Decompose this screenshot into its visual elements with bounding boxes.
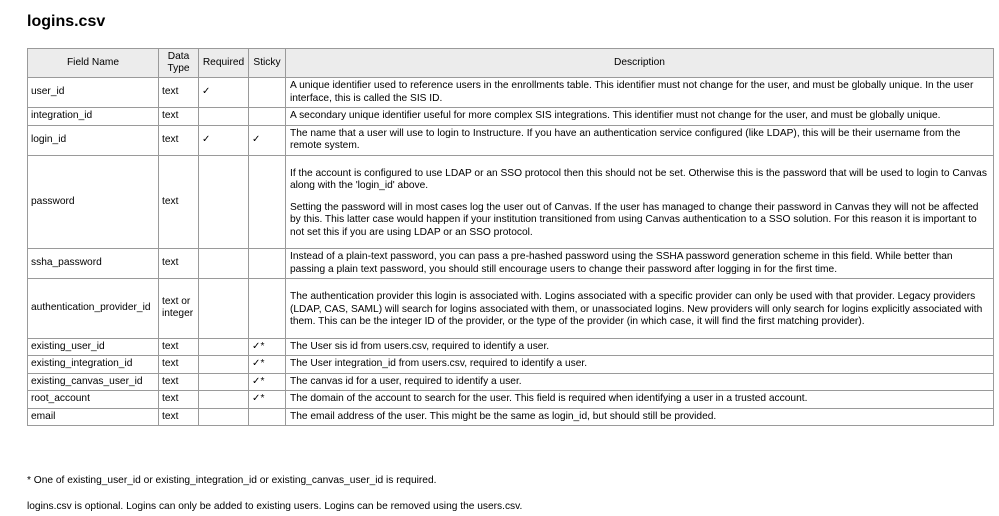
cell-field-name: user_id: [28, 78, 159, 108]
cell-required: [199, 125, 249, 155]
cell-required: [199, 249, 249, 279]
cell-data-type: text: [159, 108, 199, 126]
cell-required: [199, 338, 249, 356]
header-row: [28, 49, 994, 78]
table-row: [28, 373, 994, 391]
sticky-check: ✓*: [252, 393, 265, 404]
cell-required: [199, 356, 249, 374]
cell-sticky: [249, 125, 286, 155]
cell-description: [286, 279, 994, 339]
cell-sticky: [249, 78, 286, 108]
column-header-data-type-label: Data Type: [167, 50, 190, 74]
cell-required: [199, 408, 249, 426]
cell-data-type: text: [159, 249, 199, 279]
cell-data-type: text: [159, 338, 199, 356]
description-text: Setting the password will in most cases log the user out of Canvas. If the user has managed to change their password in Canvas they will not be affected by this. This latter case would happen if your institution transitioned from using Canvas authentication to a SSO solution. For this reason it is important to not set this if you are using LDAP or an SSO protocol.: [290, 201, 979, 238]
cell-field-name: existing_canvas_user_id: [28, 373, 159, 391]
cell-required: [199, 78, 249, 108]
column-header-data-type: [159, 49, 199, 78]
cell-required: [199, 155, 249, 249]
cell-data-type: text: [159, 356, 199, 374]
description-text: The authentication provider this login is associated with. Logins associated with a specific provider can only be used with that provider. Legacy providers (LDAP, CAS, SAML) will search for logins associated with them, or unassociated logins. New providers will only search for logins explicitly associated with them. This can be the integer ID of the provider, or the type of the provider (in which case, it will find the first matching provider).: [290, 291, 983, 327]
fields-table: [27, 48, 994, 426]
cell-required: [199, 279, 249, 339]
cell-field-name: login_id: [28, 125, 159, 155]
sticky-check: ✓*: [252, 340, 265, 352]
table-row: [28, 408, 994, 426]
cell-description: [286, 338, 994, 356]
cell-description: [286, 78, 994, 108]
description-text: A unique identifier used to reference users in the enrollments table. This identifier must not change for the user, and must be globally unique. In the user interface, this is called the SIS ID.: [290, 80, 974, 104]
table-row: [28, 391, 994, 409]
cell-required: [199, 373, 249, 391]
cell-description: [286, 356, 994, 374]
cell-field-name: root_account: [28, 391, 159, 409]
table-row: [28, 108, 994, 126]
description-text: The User integration_id from users.csv, required to identify a user.: [290, 358, 588, 369]
cell-sticky: [249, 356, 286, 374]
sticky-check: ✓*: [252, 375, 265, 387]
table-row: [28, 78, 994, 108]
cell-sticky: [249, 279, 286, 339]
cell-data-type: text: [159, 155, 199, 249]
description-text: The domain of the account to search for the user. This field is required when identifying a user in a trusted account.: [290, 393, 808, 404]
description-text: A secondary unique identifier useful for more complex SIS integrations. This identifier must not change for the user, and must be globally unique.: [290, 110, 941, 121]
description-text: The User sis id from users.csv, required to identify a user.: [290, 340, 550, 352]
description-text: The name that a user will use to login to Instructure. If you have an authentication service configured (like LDAP), this will be their username from the remote system.: [290, 127, 961, 151]
cell-data-type: text: [159, 373, 199, 391]
sticky-check: ✓*: [252, 358, 265, 369]
cell-field-name: ssha_password: [28, 249, 159, 279]
table-row: [28, 338, 994, 356]
required-check: ✓: [202, 86, 211, 98]
description-text: If the account is configured to use LDAP or an SSO protocol then this should not be set. Otherwise this is the password that will be used to login to Canvas along with the 'login_id' above.: [290, 167, 987, 191]
cell-data-type: text: [159, 408, 199, 426]
cell-data-type: text: [159, 391, 199, 409]
description-text: The canvas id for a user, required to identify a user.: [290, 375, 522, 387]
cell-field-name: integration_id: [28, 108, 159, 126]
cell-field-name: password: [28, 155, 159, 249]
column-header-field-name: Field Name: [28, 49, 159, 78]
cell-field-name: existing_user_id: [28, 338, 159, 356]
cell-description: [286, 125, 994, 155]
cell-description: [286, 373, 994, 391]
table-row: [28, 155, 994, 249]
sticky-check: ✓: [252, 133, 261, 145]
cell-description: [286, 408, 994, 426]
cell-field-name: authentication_provider_id: [28, 279, 159, 339]
cell-sticky: [249, 249, 286, 279]
cell-description: [286, 249, 994, 279]
cell-sticky: [249, 373, 286, 391]
cell-data-type: text: [159, 78, 199, 108]
cell-data-type: text: [159, 125, 199, 155]
cell-sticky: [249, 108, 286, 126]
footnote: * One of existing_user_id or existing_integration_id or existing_canvas_user_id is required.: [27, 475, 437, 486]
description-text: Instead of a plain-text password, you can pass a pre-hashed password using the SSHA password generation scheme in this field. While better than passing a plain text password, you should still encourage users to change their password after logging in for the first time.: [290, 251, 953, 275]
description-text: The email address of the user. This might be the same as login_id, but should still be provided.: [290, 410, 717, 422]
cell-sticky: [249, 408, 286, 426]
cell-description: [286, 155, 994, 249]
column-header-description: Description: [286, 49, 994, 78]
cell-sticky: [249, 391, 286, 409]
column-header-required: Required: [199, 49, 249, 78]
table-body: [28, 78, 994, 426]
cell-data-type: text or integer: [159, 279, 199, 339]
table-row: [28, 125, 994, 155]
cell-required: [199, 391, 249, 409]
cell-field-name: email: [28, 408, 159, 426]
cell-description: [286, 108, 994, 126]
cell-sticky: [249, 155, 286, 249]
cell-description: [286, 391, 994, 409]
cell-sticky: [249, 338, 286, 356]
page-title: logins.csv: [27, 13, 106, 30]
table-row: [28, 356, 994, 374]
cell-required: [199, 108, 249, 126]
required-check: ✓: [202, 133, 211, 145]
table-row: [28, 249, 994, 279]
table-header: [28, 49, 994, 78]
table-row: [28, 279, 994, 339]
cell-field-name: existing_integration_id: [28, 356, 159, 374]
footer-note: logins.csv is optional. Logins can only be added to existing users. Logins can be removed using the users.csv.: [27, 501, 523, 512]
column-header-sticky: Sticky: [249, 49, 286, 78]
